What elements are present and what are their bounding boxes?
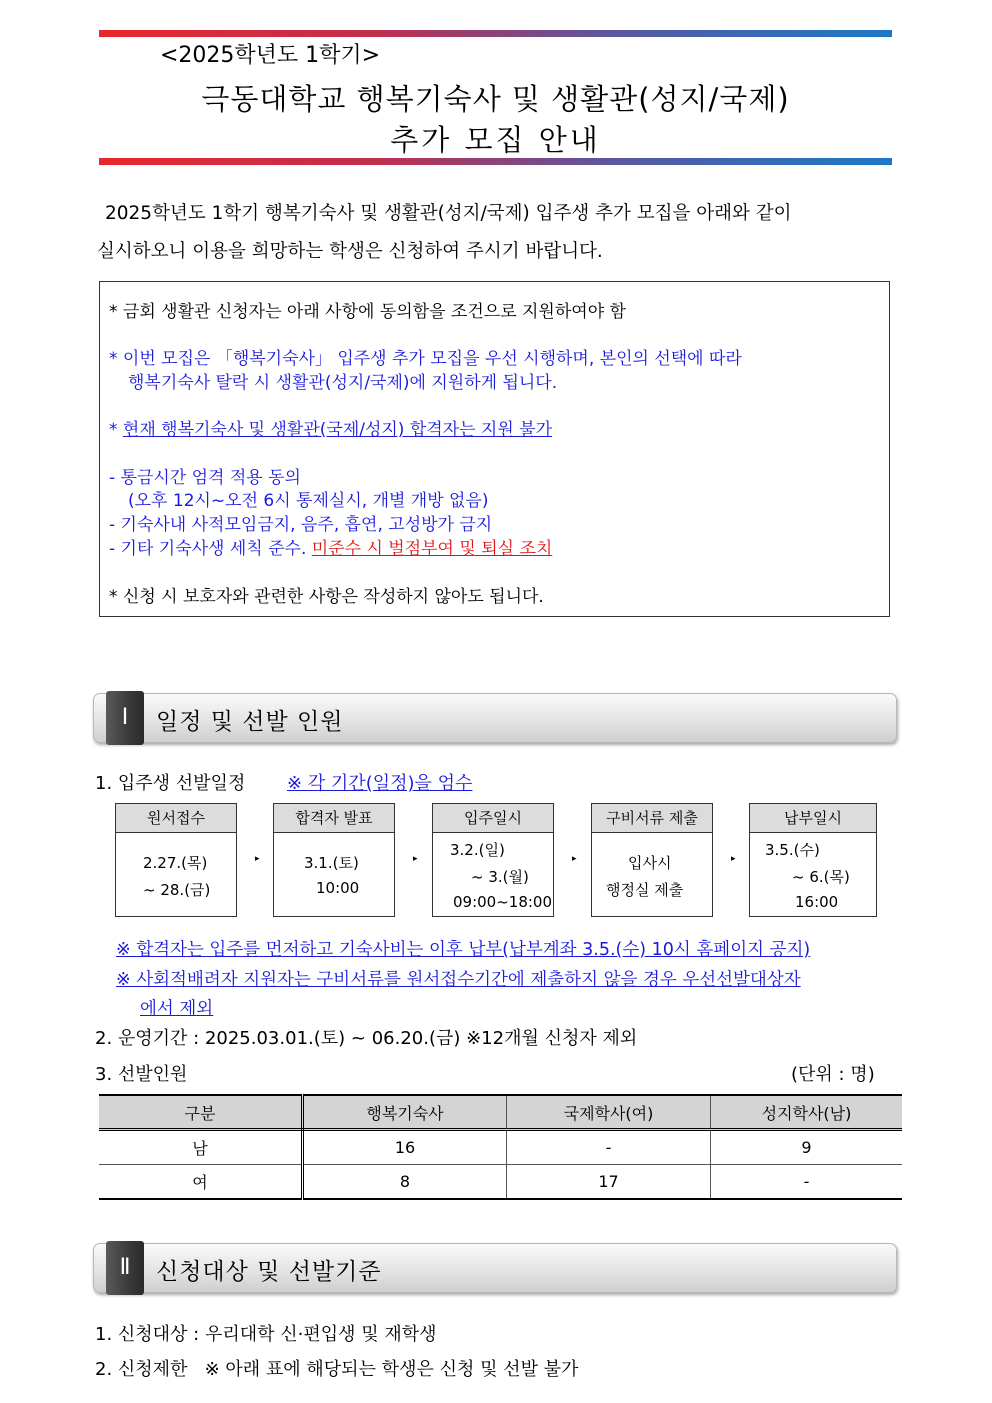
page-title: 극동대학교 행복기숙사 및 생활관(성지/국제) <box>201 82 790 116</box>
step-line: 행정실 제출 <box>606 881 684 899</box>
step-documents <box>591 803 713 917</box>
schedule-label: 1. 입주생 선발일정 <box>95 773 246 794</box>
rule-curfew-detail: (오후 12시~오전 6시 통제실시, 개별 개방 없음) <box>128 491 489 511</box>
table-row <box>99 1130 902 1165</box>
schedule-note: ※ 각 기간(일정)을 엄수 <box>287 773 473 794</box>
step-line: 16:00 <box>795 893 839 911</box>
notice-item-3-text: 현재 행복기숙사 및 생활관(국제/성지) 합격자는 지원 불가 <box>122 420 553 440</box>
intro-line-2: 실시하오니 이용을 희망하는 학생은 신청하여 주시기 바랍니다. <box>97 241 603 262</box>
arrow-icon: ▸ <box>572 854 577 864</box>
table-header: 행복기숙사 <box>303 1095 507 1130</box>
arrow-icon: ▸ <box>255 854 260 864</box>
section-2-number: Ⅱ <box>106 1241 144 1295</box>
notice-item-4: * 신청 시 보호자와 관련한 사항은 작성하지 않아도 됩니다. <box>109 587 544 607</box>
notice-item-2b: 행복기숙사 탈락 시 생활관(성지/국제)에 지원하게 됩니다. <box>128 373 558 393</box>
step-line: 3.5.(수) <box>765 841 820 859</box>
table-row <box>99 1165 902 1200</box>
bottom-gradient-bar <box>99 158 892 165</box>
notice-box <box>99 281 890 617</box>
table-header: 국제학사(여) <box>507 1095 711 1130</box>
rule-compliance-text: - 기타 기숙사생 세칙 준수. <box>109 539 312 559</box>
step-line: 입사시 <box>628 854 672 872</box>
note-social-care-cont: 에서 제외 <box>140 999 214 1019</box>
selection-count-label: 3. 선발인원 <box>95 1064 188 1085</box>
selection-table <box>99 1094 902 1200</box>
arrow-icon: ▸ <box>413 854 418 864</box>
step-payment <box>749 803 877 917</box>
restriction: 2. 신청제한 ※ 아래 표에 해당되는 학생은 신청 및 선발 불가 <box>95 1359 579 1380</box>
eligibility: 1. 신청대상 : 우리대학 신·편입생 및 재학생 <box>95 1324 437 1345</box>
step-line: ~ 6.(목) <box>792 868 850 886</box>
rule-penalty-text: 미준수 시 벌점부여 및 퇴실 조치 <box>311 539 553 559</box>
step-line: ~ 3.(월) <box>471 868 529 886</box>
notice-item-3 <box>109 415 552 440</box>
table-header: 성지학사(남) <box>711 1095 903 1130</box>
step-line: 09:00~18:00 <box>453 893 553 911</box>
table-cell: - <box>507 1130 711 1165</box>
table-cell: 8 <box>303 1165 507 1200</box>
table-header-row <box>99 1095 902 1130</box>
bullet-star: * <box>109 420 123 440</box>
step-header: 입주일시 <box>433 804 553 833</box>
step-announcement <box>273 803 395 917</box>
note-social-care: ※ 사회적배려자 지원자는 구비서류를 원서접수기간에 제출하지 않을 경우 우선선발대상자 <box>116 970 801 990</box>
section-1-title: 일정 및 선발 인원 <box>156 709 344 735</box>
table-header: 구분 <box>99 1095 303 1130</box>
rule-no-gathering: - 기숙사내 사적모임금지, 음주, 흡연, 고성방가 금지 <box>109 515 493 535</box>
table-cell: 9 <box>711 1130 903 1165</box>
rule-compliance <box>109 534 552 559</box>
notice-item-1: * 금회 생활관 신청자는 아래 사항에 동의함을 조건으로 지원하여야 함 <box>109 302 626 322</box>
note-payment: ※ 합격자는 입주를 먼저하고 기숙사비는 이후 납부(납부계좌 3.5.(수) 10시 홈페이지 공지) <box>116 940 811 960</box>
section-2-title: 신청대상 및 선발기준 <box>156 1259 382 1285</box>
rule-curfew: - 통금시간 엄격 적용 동의 <box>109 468 301 488</box>
unit-label: (단위 : 명) <box>791 1064 875 1085</box>
step-application <box>115 803 237 917</box>
section-2-header <box>93 1243 897 1293</box>
table-cell: 17 <box>507 1165 711 1200</box>
table-cell: 남 <box>99 1130 303 1165</box>
step-move-in <box>432 803 554 917</box>
arrow-icon: ▸ <box>731 854 736 864</box>
table-cell: - <box>711 1165 903 1200</box>
step-line: 2.27.(목) <box>143 854 208 872</box>
step-header: 원서접수 <box>116 804 236 833</box>
intro-line-1: 2025학년도 1학기 행복기숙사 및 생활관(성지/국제) 입주생 추가 모집을 아래와 같이 <box>105 203 792 224</box>
semester-label: <2025학년도 1학기> <box>160 43 381 68</box>
step-header: 납부일시 <box>750 804 876 833</box>
step-line: 3.1.(토) <box>304 854 359 872</box>
table-cell: 여 <box>99 1165 303 1200</box>
step-header: 합격자 발표 <box>274 804 394 833</box>
section-1-number: Ⅰ <box>106 691 144 745</box>
notice-item-2a: * 이번 모집은 「행복기숙사」 입주생 추가 모집을 우선 시행하며, 본인의 선택에 따라 <box>109 349 742 369</box>
step-line: 3.2.(일) <box>450 841 505 859</box>
operation-period: 2. 운영기간 : 2025.03.01.(토) ~ 06.20.(금) ※12개월 신청자 제외 <box>95 1028 638 1049</box>
table-cell: 16 <box>303 1130 507 1165</box>
page-subtitle: 추가 모집 안내 <box>390 123 601 157</box>
section-1-header <box>93 693 897 743</box>
step-line: 10:00 <box>316 879 360 897</box>
step-line: ~ 28.(금) <box>143 881 211 899</box>
top-gradient-bar <box>99 30 892 37</box>
intro-paragraph <box>97 195 887 271</box>
step-header: 구비서류 제출 <box>592 804 712 833</box>
